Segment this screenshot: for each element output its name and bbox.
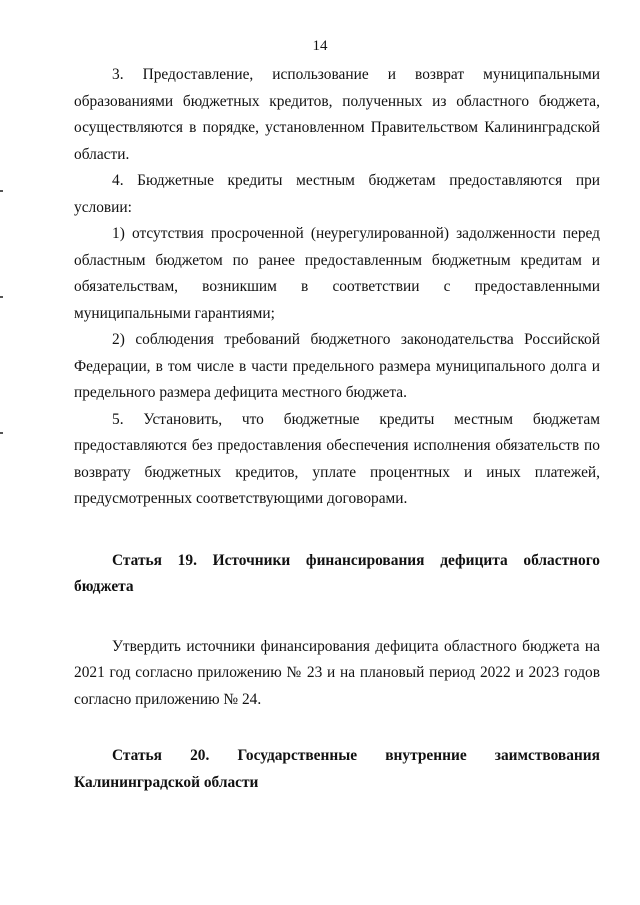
paragraph-5: 5. Установить, что бюджетные кредиты местным бюджетам предоставляются без предоставления обеспечения исполнения обязательств по возврату бюджетных кредитов, уплате процентных и иных платежей, предусмотренных соответствующими договорами. [74,410,600,507]
article-19-title: Статья 19. Источники финансирования дефицита областного бюджета [74,551,600,595]
scan-edge-mark [0,432,3,434]
article-19-text: Утвердить источники финансирования дефицита областного бюджета на 2021 год согласно приложению № 23 и на плановый период 2022 и 2023 годов согласно приложению № 24. [74,637,600,708]
spacer [74,601,600,634]
page-number: 14 [312,38,328,54]
scan-edge-mark [0,190,3,192]
paragraph-4-item-1: 1) отсутствия просроченной (неурегулированной) задолженности перед областным бюджетом по ранее предоставленным бюджетным кредитам и обязательствам, возникшим в соответствии с предоставленными муниципальными гарантиями; [74,225,600,322]
document-body [74,62,600,796]
scan-edge-mark [0,296,3,298]
paragraph-3: 3. Предоставление, использование и возврат муниципальными образованиями бюджетных кредитов, полученных из областного бюджета, осуществляются в порядке, установленном Правительством Калининградской области. [74,66,600,163]
article-20-title: Статья 20. Государственные внутренние заимствования Калининградской области [74,747,600,791]
paragraph-4-item-2: 2) соблюдения требований бюджетного законодательства Российской Федерации, в том числе в части предельного размера муниципального долга и предельного размера дефицита местного бюджета. [74,331,600,401]
paragraph-4: 4. Бюджетные кредиты местным бюджетам предоставляются при условии: [74,172,600,216]
